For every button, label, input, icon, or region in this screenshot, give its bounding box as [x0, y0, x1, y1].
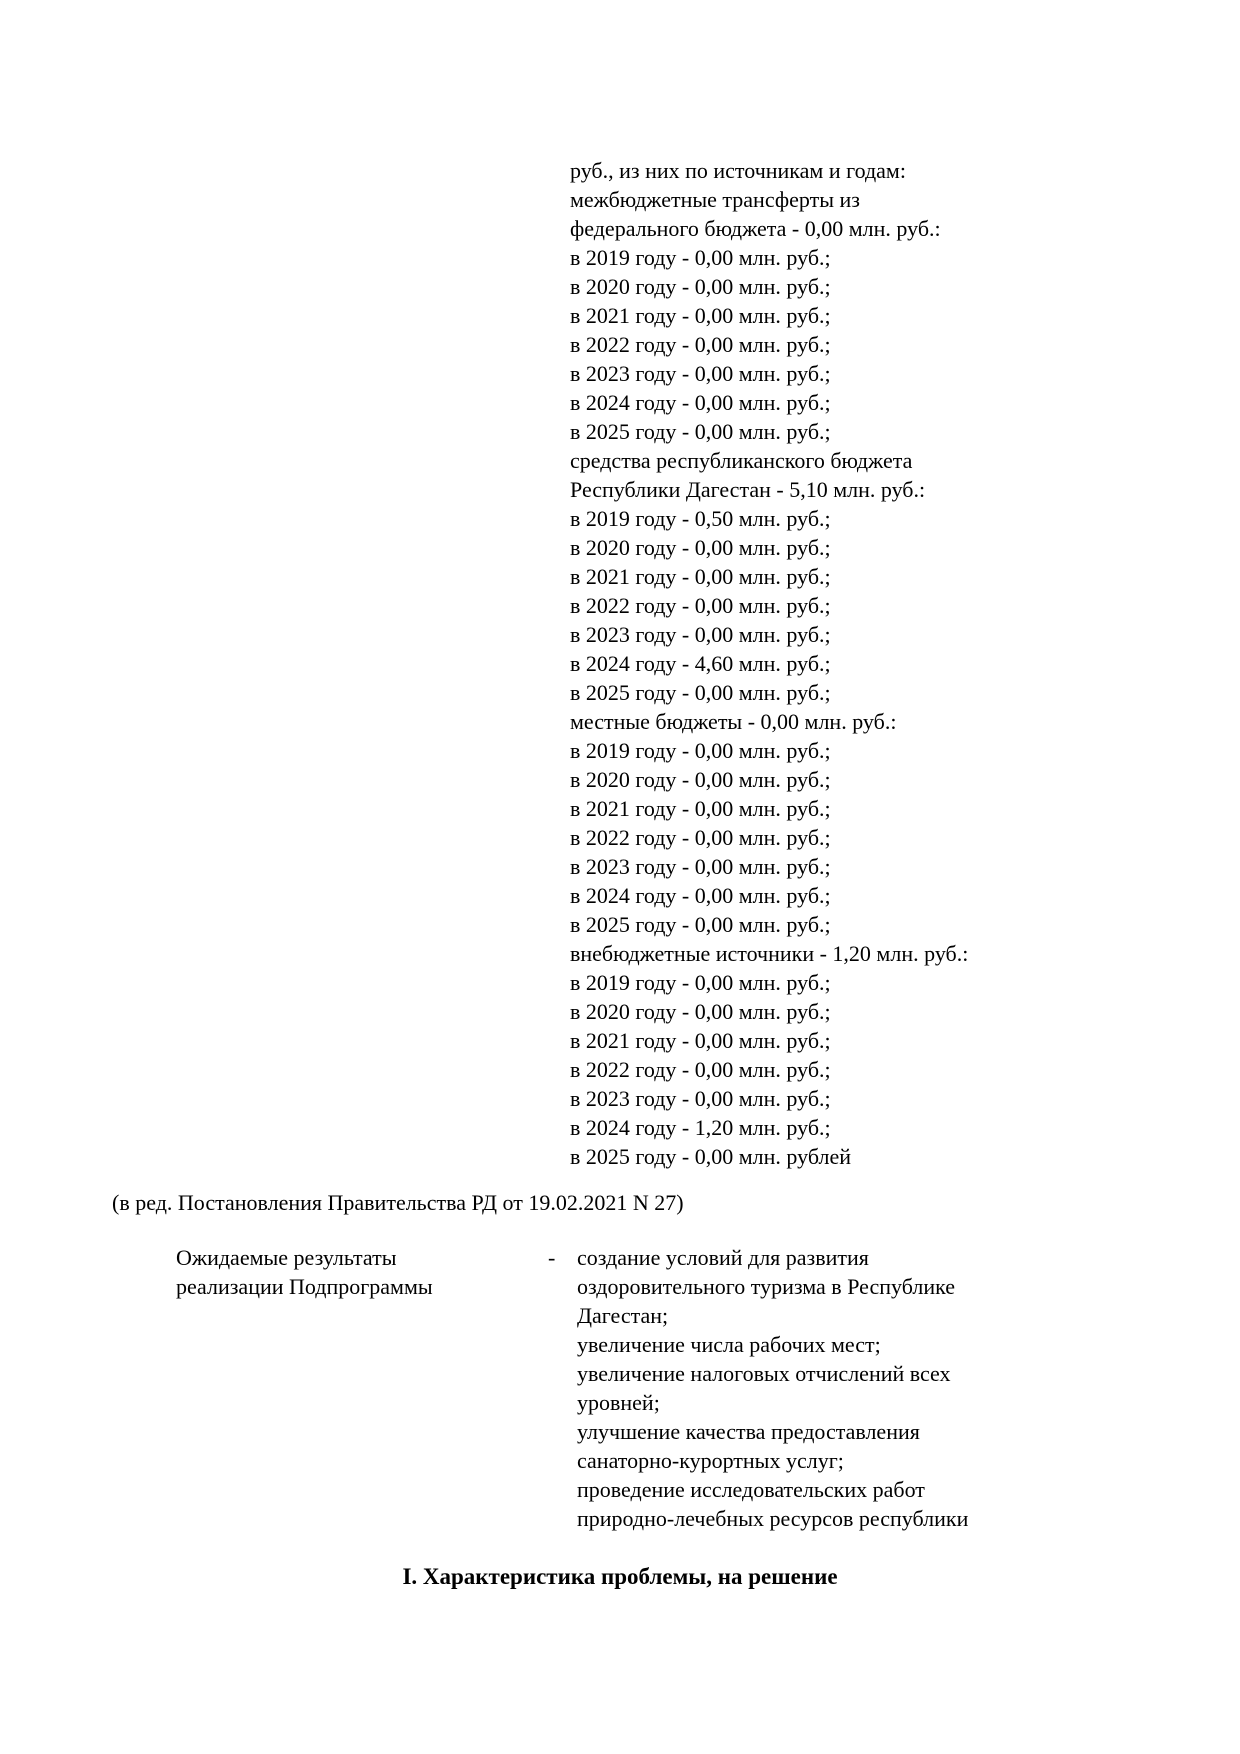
text-line: создание условий для развития	[577, 1245, 869, 1270]
expected-results-label	[176, 1243, 433, 1301]
text-line: руб., из них по источникам и годам:	[570, 158, 906, 183]
text-line: в 2025 году - 0,00 млн. рублей	[570, 1144, 852, 1169]
expected-results-label-line: реализации Подпрограммы	[176, 1274, 433, 1299]
text-line: местные бюджеты - 0,00 млн. руб.:	[570, 709, 897, 734]
text-line: в 2019 году - 0,00 млн. руб.;	[570, 245, 831, 270]
text-line: проведение исследовательских работ	[577, 1477, 925, 1502]
text-line: в 2025 году - 0,00 млн. руб.;	[570, 912, 831, 937]
text-line: в 2021 году - 0,00 млн. руб.;	[570, 564, 831, 589]
text-line: федерального бюджета - 0,00 млн. руб.:	[570, 216, 941, 241]
text-line: в 2024 году - 4,60 млн. руб.;	[570, 651, 831, 676]
text-line: в 2024 году - 0,00 млн. руб.;	[570, 390, 831, 415]
text-line: в 2022 году - 0,00 млн. руб.;	[570, 1057, 831, 1082]
budget-breakdown-block	[570, 156, 968, 1171]
text-line: увеличение числа рабочих мест;	[577, 1332, 881, 1357]
text-line: в 2019 году - 0,00 млн. руб.;	[570, 738, 831, 763]
text-line: в 2020 году - 0,00 млн. руб.;	[570, 999, 831, 1024]
text-line: средства республиканского бюджета	[570, 448, 913, 473]
text-line: в 2021 году - 0,00 млн. руб.;	[570, 796, 831, 821]
text-line: в 2023 году - 0,00 млн. руб.;	[570, 622, 831, 647]
expected-results-text	[577, 1243, 968, 1533]
expected-results-label-line: Ожидаемые результаты	[176, 1245, 397, 1270]
text-line: в 2025 году - 0,00 млн. руб.;	[570, 419, 831, 444]
text-line: в 2023 году - 0,00 млн. руб.;	[570, 1086, 831, 1111]
text-line: увеличение налоговых отчислений всех	[577, 1361, 951, 1386]
text-line: в 2020 году - 0,00 млн. руб.;	[570, 274, 831, 299]
text-line: уровней;	[577, 1390, 660, 1415]
text-line: в 2022 году - 0,00 млн. руб.;	[570, 825, 831, 850]
text-line: в 2024 году - 0,00 млн. руб.;	[570, 883, 831, 908]
text-line: в 2020 году - 0,00 млн. руб.;	[570, 535, 831, 560]
text-line: в 2022 году - 0,00 млн. руб.;	[570, 332, 831, 357]
text-line: в 2024 году - 1,20 млн. руб.;	[570, 1115, 831, 1140]
text-line: санаторно-курортных услуг;	[577, 1448, 844, 1473]
text-line: в 2019 году - 0,50 млн. руб.;	[570, 506, 831, 531]
text-line: природно-лечебных ресурсов республики	[577, 1506, 969, 1531]
text-line: Республики Дагестан - 5,10 млн. руб.:	[570, 477, 926, 502]
text-line: в 2021 году - 0,00 млн. руб.;	[570, 303, 831, 328]
text-line: в 2025 году - 0,00 млн. руб.;	[570, 680, 831, 705]
section-heading: I. Характеристика проблемы, на решение	[402, 1564, 838, 1589]
text-line: в 2023 году - 0,00 млн. руб.;	[570, 854, 831, 879]
text-line: Дагестан;	[577, 1303, 669, 1328]
list-item-dash: -	[548, 1245, 556, 1270]
amendment-note: (в ред. Постановления Правительства РД от 19.02.2021 N 27)	[112, 1190, 684, 1215]
text-line: в 2023 году - 0,00 млн. руб.;	[570, 361, 831, 386]
text-line: в 2019 году - 0,00 млн. руб.;	[570, 970, 831, 995]
text-line: в 2020 году - 0,00 млн. руб.;	[570, 767, 831, 792]
text-line: межбюджетные трансферты из	[570, 187, 860, 212]
text-line: в 2022 году - 0,00 млн. руб.;	[570, 593, 831, 618]
text-line: улучшение качества предоставления	[577, 1419, 920, 1444]
text-line: оздоровительного туризма в Республике	[577, 1274, 955, 1299]
text-line: в 2021 году - 0,00 млн. руб.;	[570, 1028, 831, 1053]
text-line: внебюджетные источники - 1,20 млн. руб.:	[570, 941, 969, 966]
